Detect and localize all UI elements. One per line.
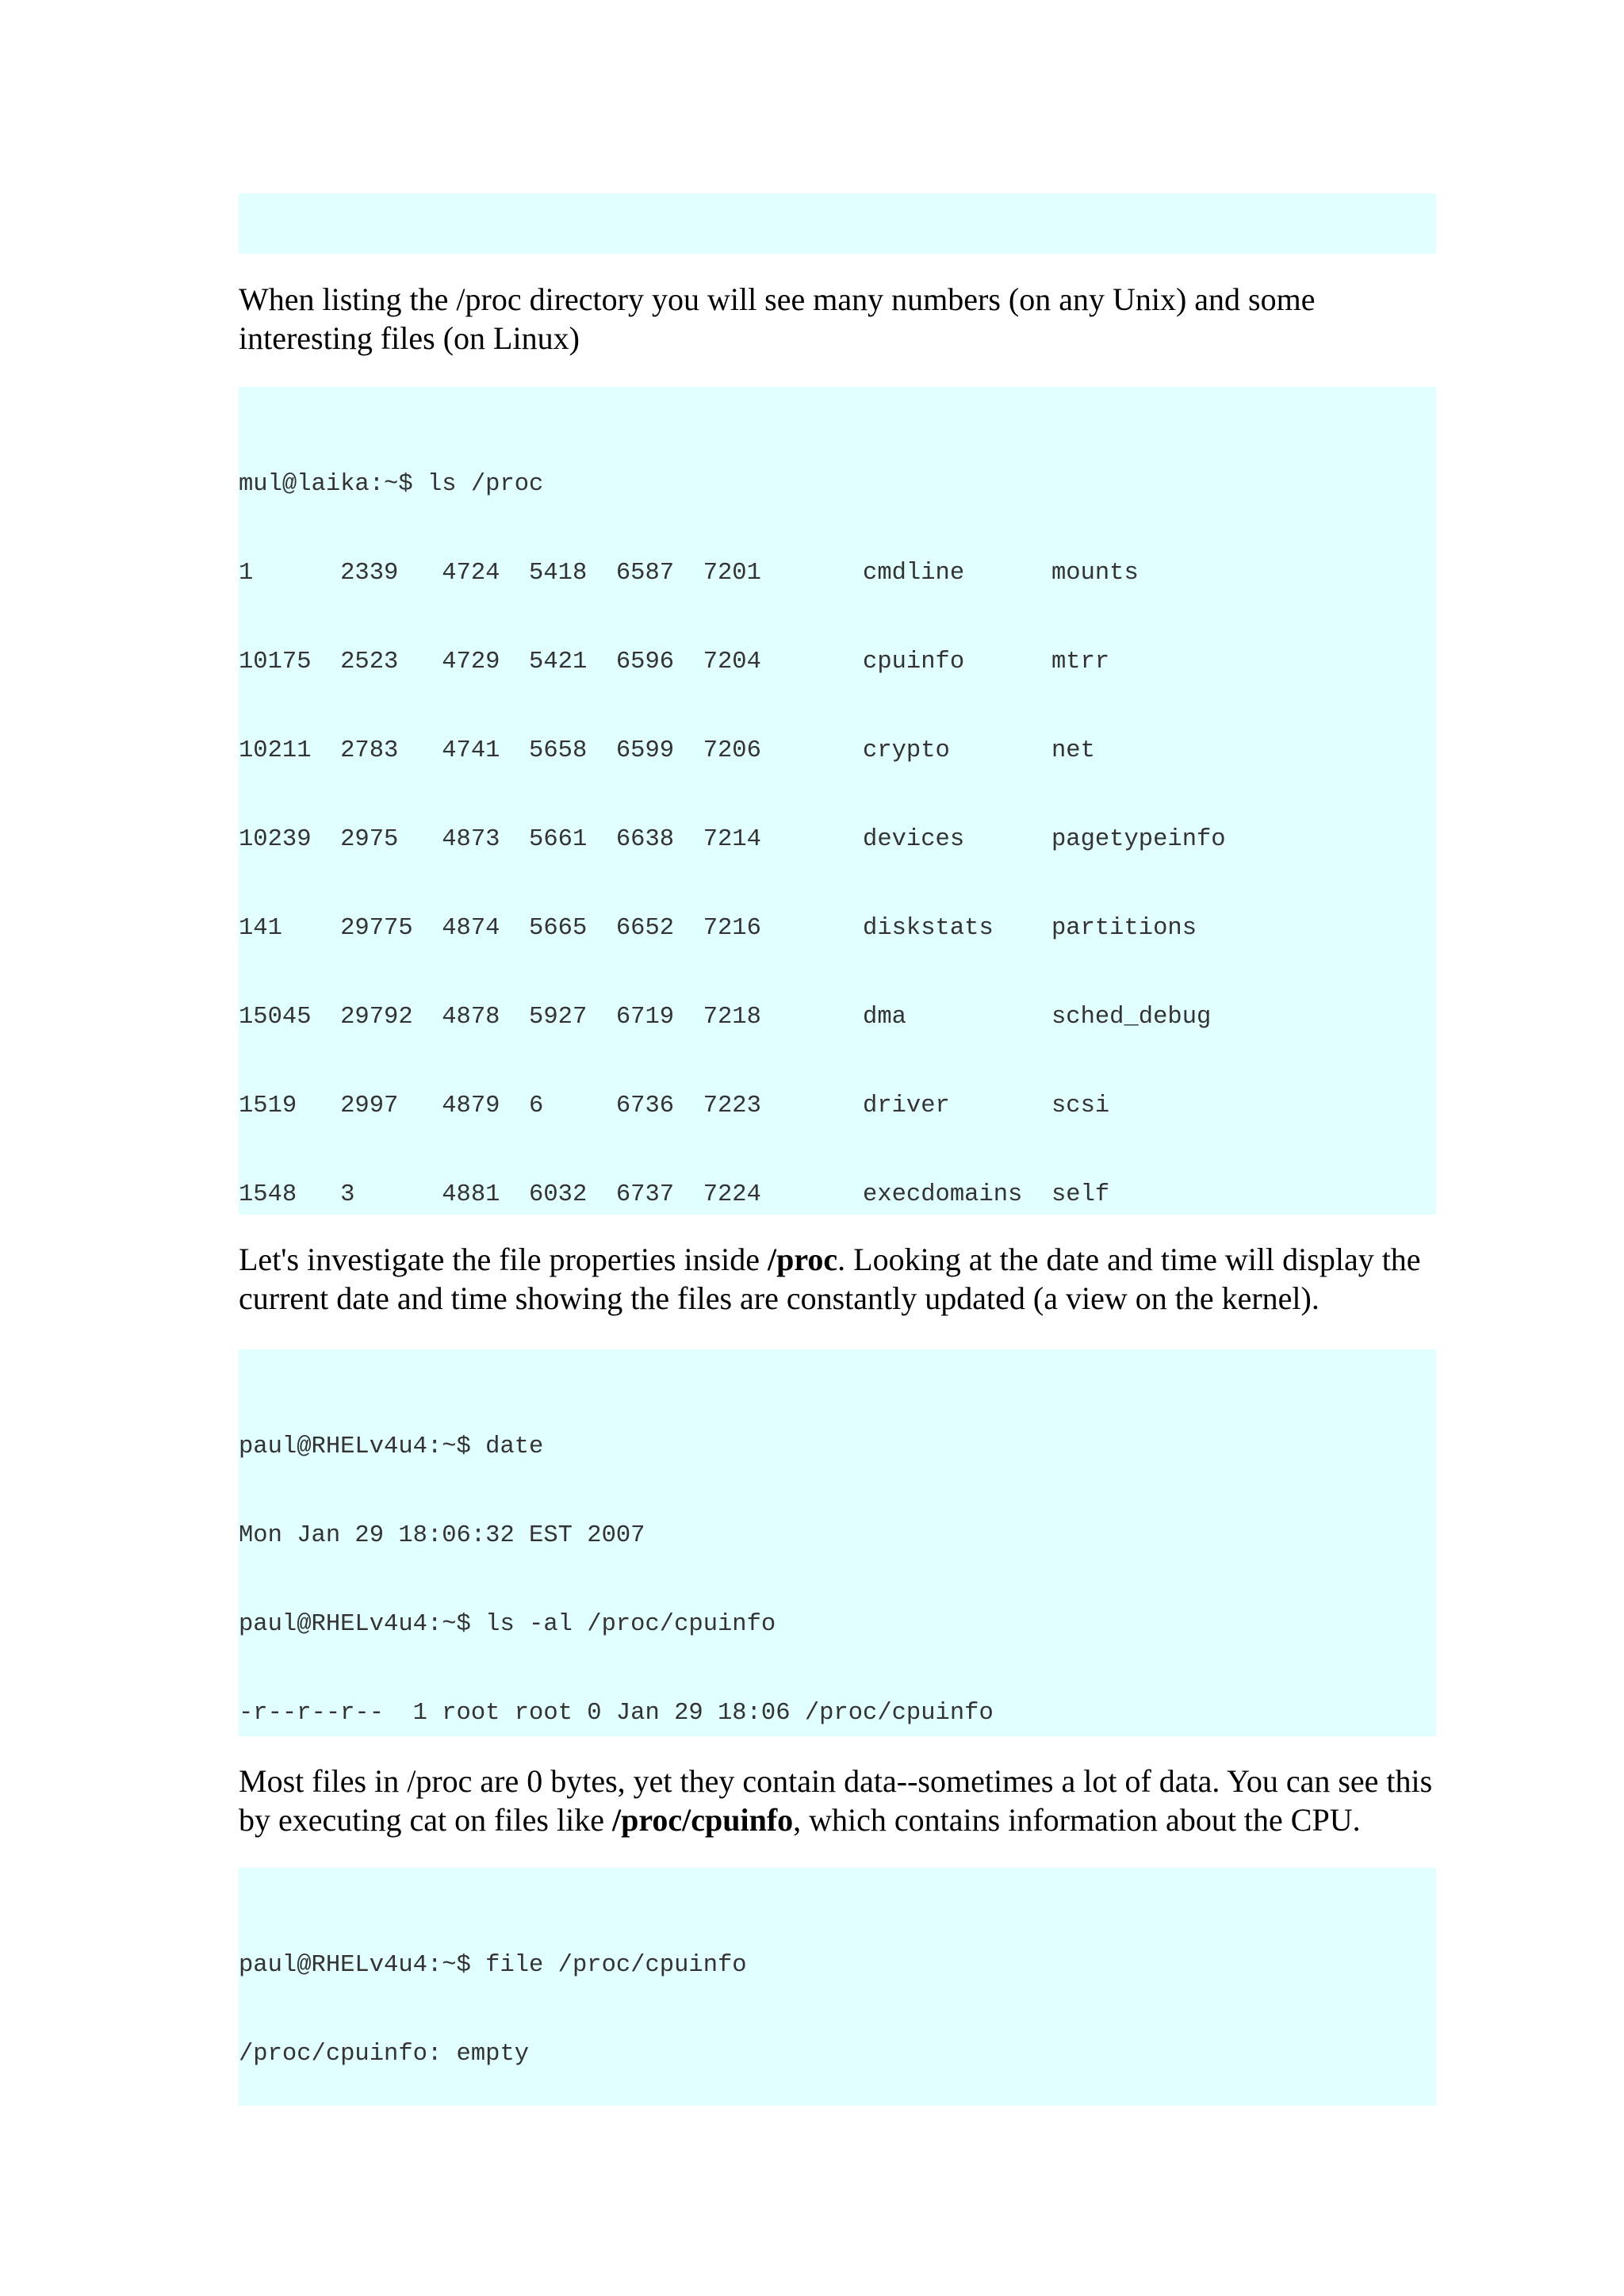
paragraph-text: Let's investigate the file properties inside xyxy=(239,1242,768,1277)
code-line: 1519 2997 4879 6 6736 7223 driver scsi xyxy=(239,1092,1110,1119)
code-line: 1 2339 4724 5418 6587 7201 cmdline mounts xyxy=(239,559,1139,587)
paragraph-text: Most files in /proc are 0 bytes, yet they contain data--sometimes a lot of data. You can see this by executing cat on files like xyxy=(239,1763,1433,1838)
paragraph-text: , which contains information about the CPU. xyxy=(793,1802,1361,1838)
code-line: 15045 29792 4878 5927 6719 7218 dma sched_debug xyxy=(239,1003,1212,1031)
paragraph-text: When listing the /proc directory you will see many numbers (on any Unix) and some interesting files (on Linux) xyxy=(239,281,1316,356)
paragraph-text: . Looking at the date and time will display the current date and time showing the files are constantly updated (a view on the kernel). xyxy=(239,1242,1421,1316)
code-line: paul@RHELv4u4:~$ ls -al /proc/cpuinfo xyxy=(239,1610,776,1638)
code-line: 10175 2523 4729 5421 6596 7204 cpuinfo mtrr xyxy=(239,648,1110,675)
code-block-ls-proc xyxy=(239,387,1436,1215)
code-line: paul@RHELv4u4:~$ date xyxy=(239,1433,544,1460)
code-line: Mon Jan 29 18:06:32 EST 2007 xyxy=(239,1521,645,1549)
code-line: -r--r--r-- 1 root root 0 Jan 29 18:06 /proc/cpuinfo xyxy=(239,1699,994,1727)
paragraph-bold-path: /proc xyxy=(768,1242,838,1277)
paragraph-proc-listing xyxy=(239,280,1440,358)
paragraph-bold-path: /proc/cpuinfo xyxy=(611,1802,794,1838)
code-line: paul@RHELv4u4:~$ file /proc/cpuinfo xyxy=(239,1951,747,1979)
code-line: mul@laika:~$ ls /proc xyxy=(239,470,544,498)
paragraph-zero-bytes xyxy=(239,1762,1440,1839)
code-block-date-cpuinfo xyxy=(239,1349,1436,1736)
code-line: 141 29775 4874 5665 6652 7216 diskstats partitions xyxy=(239,914,1197,942)
code-block-mount xyxy=(239,193,1436,254)
code-line: 1548 3 4881 6032 6737 7224 execdomains self xyxy=(239,1181,1110,1208)
code-line: 10239 2975 4873 5661 6638 7214 devices pagetypeinfo xyxy=(239,825,1226,853)
code-line: /proc/cpuinfo: empty xyxy=(239,2040,530,2068)
code-line: 10211 2783 4741 5658 6599 7206 crypto net xyxy=(239,737,1095,764)
paragraph-file-properties xyxy=(239,1240,1440,1318)
code-block-cat-cpuinfo xyxy=(239,1868,1436,2106)
